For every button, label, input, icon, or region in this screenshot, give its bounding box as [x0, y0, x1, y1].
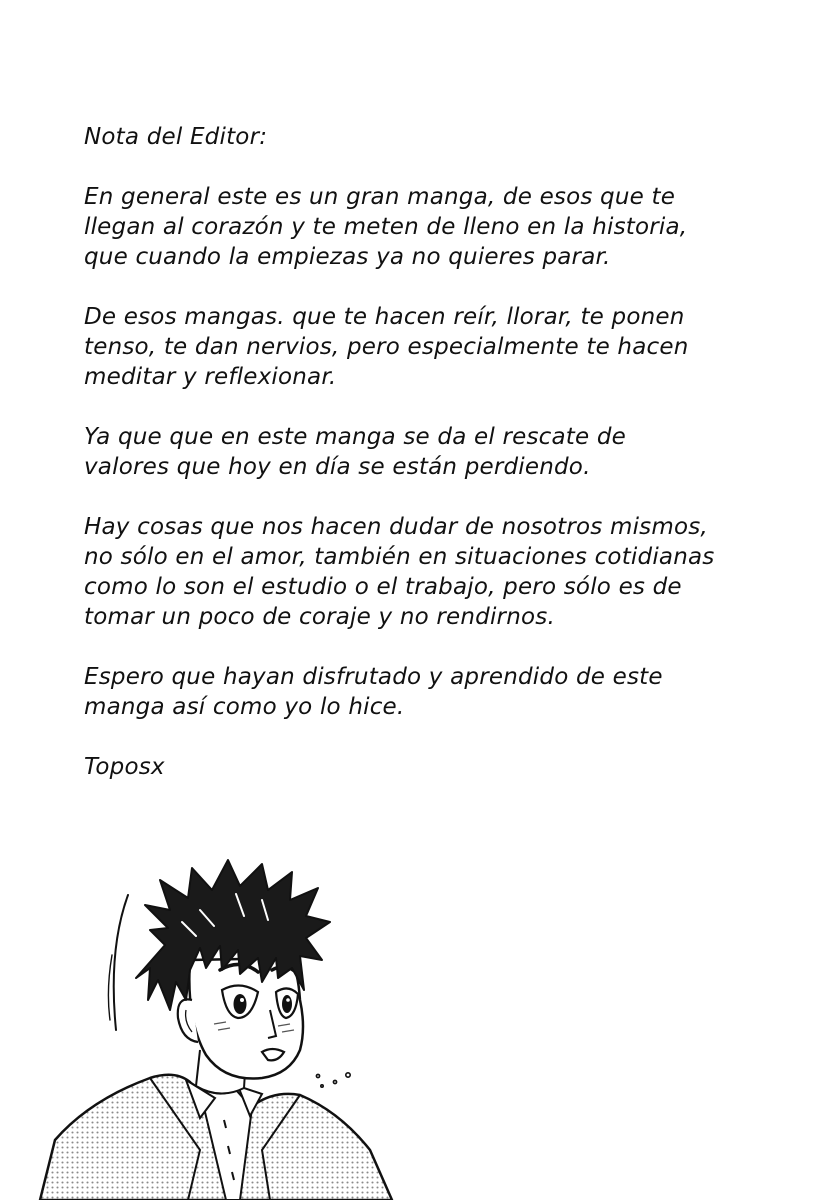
- note-line: llegan al corazón y te meten de lleno en la historia,: [84, 214, 688, 240]
- note-signature: Toposx: [84, 754, 165, 780]
- note-heading: Nota del Editor:: [84, 124, 268, 150]
- manga-character-illustration: [0, 850, 833, 1200]
- editor-note: [84, 122, 784, 782]
- motion-line: [114, 895, 128, 1030]
- jacket: [235, 1094, 392, 1200]
- note-paragraph: [84, 302, 784, 392]
- note-line: valores que hoy en día se están perdiendo.: [84, 454, 591, 480]
- note-line: En general este es un gran manga, de esos que te: [84, 184, 676, 210]
- motion-line: [108, 955, 112, 1020]
- sweat-dots-icon: [316, 1073, 350, 1087]
- note-line: Espero que hayan disfrutado y aprendido de este: [84, 664, 663, 690]
- note-paragraph: [84, 662, 784, 722]
- note-line: que cuando la empiezas ya no quieres parar.: [84, 244, 611, 270]
- note-line: De esos mangas. que te hacen reír, llorar, te ponen: [84, 304, 685, 330]
- note-line: Ya que que en este manga se da el rescate de: [84, 424, 627, 450]
- note-line: tenso, te dan nervios, pero especialmente te hacen: [84, 334, 689, 360]
- note-line: manga así como yo lo hice.: [84, 694, 405, 720]
- note-paragraph: [84, 422, 784, 482]
- note-line: Hay cosas que nos hacen dudar de nosotros mismos,: [84, 514, 708, 540]
- note-paragraph: [84, 512, 784, 632]
- note-paragraph: [84, 182, 784, 272]
- note-line: tomar un poco de coraje y no rendirnos.: [84, 604, 555, 630]
- note-line: como lo son el estudio o el trabajo, pero sólo es de: [84, 574, 682, 600]
- note-line: no sólo en el amor, también en situaciones cotidianas: [84, 544, 715, 570]
- note-line: meditar y reflexionar.: [84, 364, 337, 390]
